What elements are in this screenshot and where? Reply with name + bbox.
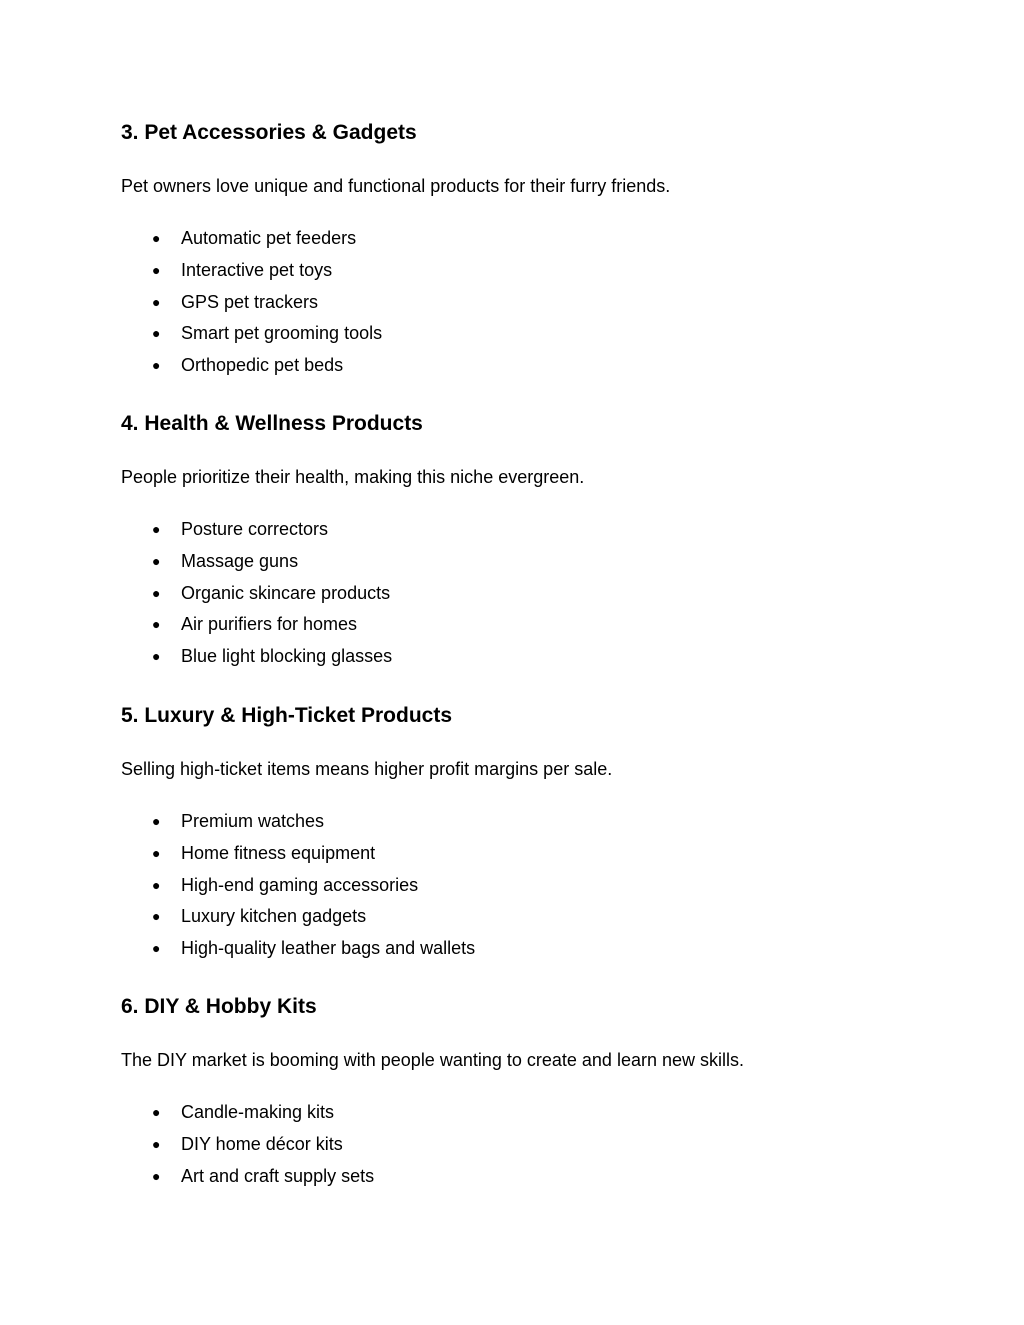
section-heading: 4. Health & Wellness Products bbox=[121, 412, 423, 435]
list-item bbox=[121, 614, 901, 646]
bullet-icon: ● bbox=[152, 1167, 161, 1184]
section-pet-accessories bbox=[121, 121, 901, 387]
section-heading: 5. Luxury & High-Ticket Products bbox=[121, 704, 453, 727]
list-item bbox=[121, 1166, 901, 1198]
bullet-icon: ● bbox=[152, 844, 161, 861]
list-item-text: DIY home décor kits bbox=[181, 1133, 343, 1154]
list-item bbox=[121, 260, 901, 292]
list-item bbox=[121, 811, 901, 843]
list-item-text: Smart pet grooming tools bbox=[181, 323, 383, 344]
list-item bbox=[121, 551, 901, 583]
bullet-icon: ● bbox=[152, 940, 161, 957]
section-intro: Selling high-ticket items means higher profit margins per sale. bbox=[121, 759, 613, 779]
bullet-list bbox=[121, 228, 901, 387]
bullet-icon: ● bbox=[152, 230, 161, 246]
section-diy-hobby-kits bbox=[121, 995, 901, 1197]
section-intro: Pet owners love unique and functional products for their furry friends. bbox=[121, 176, 671, 196]
list-item bbox=[121, 906, 901, 938]
section-luxury-high-ticket bbox=[121, 704, 901, 970]
bullet-icon: ● bbox=[152, 1104, 161, 1120]
section-intro: The DIY market is booming with people wanting to create and learn new skills. bbox=[121, 1050, 744, 1070]
bullet-icon: ● bbox=[152, 908, 161, 925]
bullet-icon: ● bbox=[152, 357, 161, 374]
list-item-text: Candle-making kits bbox=[181, 1102, 335, 1122]
list-item bbox=[121, 938, 901, 970]
list-item-text: Air purifiers for homes bbox=[181, 614, 358, 635]
list-item-text: High-quality leather bags and wallets bbox=[181, 938, 476, 959]
list-item-text: Blue light blocking glasses bbox=[181, 646, 393, 667]
list-item-text: Organic skincare products bbox=[181, 582, 391, 603]
list-item bbox=[121, 292, 901, 324]
list-item-text: GPS pet trackers bbox=[181, 291, 319, 312]
list-item-text: Interactive pet toys bbox=[181, 259, 333, 280]
list-item-text: Orthopedic pet beds bbox=[181, 355, 344, 376]
list-item-text: Posture correctors bbox=[181, 519, 329, 539]
bullet-icon: ● bbox=[152, 813, 161, 829]
list-item-text: Premium watches bbox=[181, 811, 325, 831]
bullet-icon: ● bbox=[152, 325, 161, 342]
bullet-icon: ● bbox=[152, 293, 161, 310]
bullet-icon: ● bbox=[152, 876, 161, 893]
bullet-list bbox=[121, 519, 901, 678]
bullet-list bbox=[121, 1102, 901, 1197]
bullet-icon: ● bbox=[152, 552, 161, 569]
list-item-text: Automatic pet feeders bbox=[181, 228, 357, 248]
bullet-icon: ● bbox=[152, 521, 161, 537]
list-item-text: Home fitness equipment bbox=[181, 842, 376, 863]
bullet-icon: ● bbox=[152, 616, 161, 633]
section-heading: 3. Pet Accessories & Gadgets bbox=[121, 121, 417, 144]
bullet-icon: ● bbox=[152, 584, 161, 601]
section-intro: People prioritize their health, making this niche evergreen. bbox=[121, 467, 585, 487]
list-item bbox=[121, 1134, 901, 1166]
list-item bbox=[121, 1102, 901, 1134]
list-item-text: High-end gaming accessories bbox=[181, 874, 419, 895]
list-item bbox=[121, 843, 901, 875]
list-item bbox=[121, 355, 901, 387]
list-item bbox=[121, 228, 901, 260]
list-item bbox=[121, 646, 901, 678]
bullet-icon: ● bbox=[152, 261, 161, 278]
list-item bbox=[121, 583, 901, 615]
section-heading: 6. DIY & Hobby Kits bbox=[121, 995, 317, 1018]
list-item bbox=[121, 875, 901, 907]
list-item bbox=[121, 519, 901, 551]
list-item-text: Art and craft supply sets bbox=[181, 1165, 375, 1186]
bullet-icon: ● bbox=[152, 648, 161, 665]
list-item-text: Massage guns bbox=[181, 550, 299, 571]
bullet-icon: ● bbox=[152, 1135, 161, 1152]
list-item bbox=[121, 323, 901, 355]
list-item-text: Luxury kitchen gadgets bbox=[181, 906, 367, 927]
section-health-wellness bbox=[121, 412, 901, 678]
bullet-list bbox=[121, 811, 901, 970]
